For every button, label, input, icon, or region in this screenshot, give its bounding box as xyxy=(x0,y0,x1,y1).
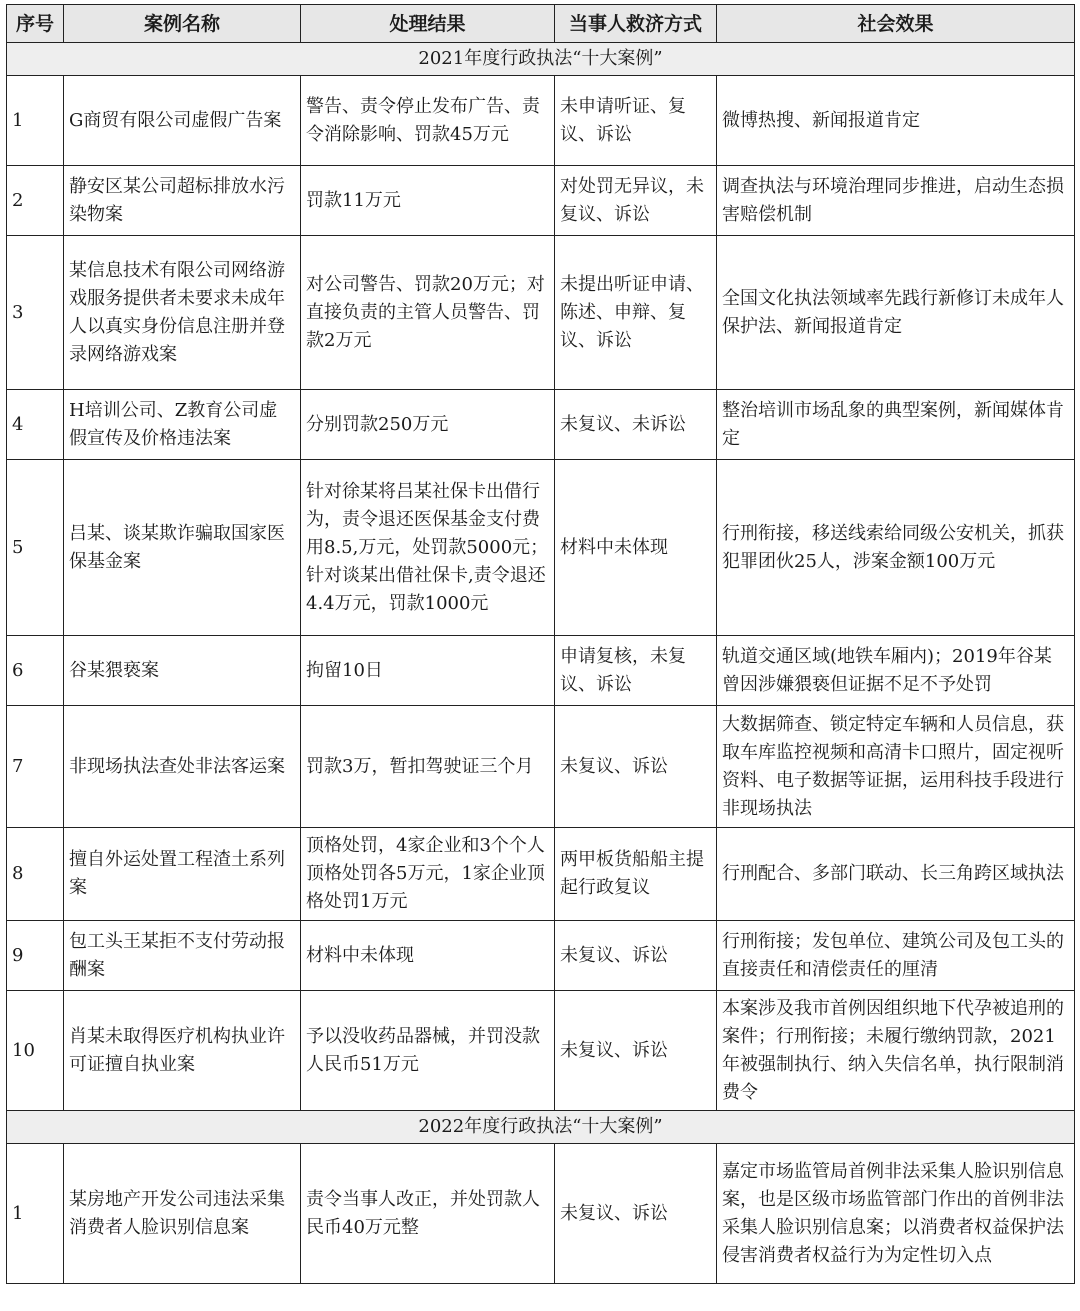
case-effect: 全国文化执法领域率先践行新修订未成年人保护法、新闻报道肯定 xyxy=(717,236,1075,390)
case-remedy: 两甲板货船船主提起行政复议 xyxy=(555,828,717,921)
case-no: 8 xyxy=(7,828,64,921)
table-row xyxy=(7,706,1075,828)
table-row xyxy=(7,166,1075,236)
case-effect: 调查执法与环境治理同步推进，启动生态损害赔偿机制 xyxy=(717,166,1075,236)
case-result: 分别罚款250万元 xyxy=(301,390,555,460)
case-name: H培训公司、Z教育公司虚假宣传及价格违法案 xyxy=(64,390,301,460)
section-title: 2022年度行政执法“十大案例” xyxy=(7,1111,1075,1144)
section-2021-row xyxy=(7,43,1075,76)
case-remedy: 申请复核，未复议、诉讼 xyxy=(555,636,717,706)
header-case-name: 案例名称 xyxy=(64,5,301,43)
case-result: 予以没收药品器械，并罚没款人民币51万元 xyxy=(301,991,555,1111)
header-remedy: 当事人救济方式 xyxy=(555,5,717,43)
case-effect: 整治培训市场乱象的典型案例，新闻媒体肯定 xyxy=(717,390,1075,460)
case-remedy: 未复议、诉讼 xyxy=(555,921,717,991)
case-effect: 微博热搜、新闻报道肯定 xyxy=(717,76,1075,166)
case-no: 3 xyxy=(7,236,64,390)
case-result: 警告、责令停止发布广告、责令消除影响、罚款45万元 xyxy=(301,76,555,166)
case-no: 1 xyxy=(7,76,64,166)
case-remedy: 未提出听证申请、陈述、申辩、复议、诉讼 xyxy=(555,236,717,390)
case-name: 某房地产开发公司违法采集消费者人脸识别信息案 xyxy=(64,1144,301,1284)
case-name: 擅自外运处置工程渣土系列案 xyxy=(64,828,301,921)
case-no: 4 xyxy=(7,390,64,460)
table-row xyxy=(7,991,1075,1111)
case-effect: 嘉定市场监管局首例非法采集人脸识别信息案，也是区级市场监管部门作出的首例非法采集人脸识别信息案；以消费者权益保护法侵害消费者权益行为为定性切入点 xyxy=(717,1144,1075,1284)
table-row xyxy=(7,390,1075,460)
table-row xyxy=(7,460,1075,636)
case-remedy: 未复议、诉讼 xyxy=(555,991,717,1111)
case-name: 谷某猥亵案 xyxy=(64,636,301,706)
header-row xyxy=(7,5,1075,43)
case-name: 静安区某公司超标排放水污染物案 xyxy=(64,166,301,236)
case-no: 2 xyxy=(7,166,64,236)
table-row xyxy=(7,921,1075,991)
case-result: 罚款3万，暂扣驾驶证三个月 xyxy=(301,706,555,828)
case-no: 6 xyxy=(7,636,64,706)
case-result: 顶格处罚，4家企业和3个个人顶格处罚各5万元，1家企业顶格处罚1万元 xyxy=(301,828,555,921)
cases-table xyxy=(6,4,1075,1284)
header-no: 序号 xyxy=(7,5,64,43)
case-effect: 行刑衔接，移送线索给同级公安机关，抓获犯罪团伙25人，涉案金额100万元 xyxy=(717,460,1075,636)
case-effect: 大数据筛查、锁定特定车辆和人员信息，获取车库监控视频和高清卡口照片，固定视听资料、电子数据等证据，运用科技手段进行非现场执法 xyxy=(717,706,1075,828)
table-row xyxy=(7,236,1075,390)
case-effect: 本案涉及我市首例因组织地下代孕被追刑的案件；行刑衔接；未履行缴纳罚款，2021年被强制执行、纳入失信名单，执行限制消费令 xyxy=(717,991,1075,1111)
case-name: 肖某未取得医疗机构执业许可证擅自执业案 xyxy=(64,991,301,1111)
case-remedy: 未复议、诉讼 xyxy=(555,1144,717,1284)
case-no: 7 xyxy=(7,706,64,828)
header-result: 处理结果 xyxy=(301,5,555,43)
case-name: 吕某、谈某欺诈骗取国家医保基金案 xyxy=(64,460,301,636)
section-title: 2021年度行政执法“十大案例” xyxy=(7,43,1075,76)
case-no: 1 xyxy=(7,1144,64,1284)
case-name: 包工头王某拒不支付劳动报酬案 xyxy=(64,921,301,991)
case-remedy: 未复议、未诉讼 xyxy=(555,390,717,460)
case-effect: 行刑配合、多部门联动、长三角跨区域执法 xyxy=(717,828,1075,921)
table-row xyxy=(7,76,1075,166)
case-no: 10 xyxy=(7,991,64,1111)
case-result: 责令当事人改正，并处罚款人民币40万元整 xyxy=(301,1144,555,1284)
header-effect: 社会效果 xyxy=(717,5,1075,43)
case-no: 9 xyxy=(7,921,64,991)
case-remedy: 对处罚无异议，未复议、诉讼 xyxy=(555,166,717,236)
section-2022-row xyxy=(7,1111,1075,1144)
table-row xyxy=(7,828,1075,921)
case-effect: 行刑衔接；发包单位、建筑公司及包工头的直接责任和清偿责任的厘清 xyxy=(717,921,1075,991)
case-remedy: 材料中未体现 xyxy=(555,460,717,636)
case-result: 材料中未体现 xyxy=(301,921,555,991)
table-row xyxy=(7,1144,1075,1284)
case-remedy: 未申请听证、复议、诉讼 xyxy=(555,76,717,166)
case-no: 5 xyxy=(7,460,64,636)
case-result: 对公司警告、罚款20万元；对直接负责的主管人员警告、罚款2万元 xyxy=(301,236,555,390)
case-name: 非现场执法查处非法客运案 xyxy=(64,706,301,828)
case-result: 拘留10日 xyxy=(301,636,555,706)
case-remedy: 未复议、诉讼 xyxy=(555,706,717,828)
case-name: 某信息技术有限公司网络游戏服务提供者未要求未成年人以真实身份信息注册并登录网络游戏案 xyxy=(64,236,301,390)
case-result: 罚款11万元 xyxy=(301,166,555,236)
case-result: 针对徐某将吕某社保卡出借行为，责令退还医保基金支付费用8.5,万元，处罚款5000元；针对谈某出借社保卡,责令退还4.4万元，罚款1000元 xyxy=(301,460,555,636)
case-name: G商贸有限公司虚假广告案 xyxy=(64,76,301,166)
case-effect: 轨道交通区域(地铁车厢内)；2019年谷某曾因涉嫌猥亵但证据不足不予处罚 xyxy=(717,636,1075,706)
table-row xyxy=(7,636,1075,706)
